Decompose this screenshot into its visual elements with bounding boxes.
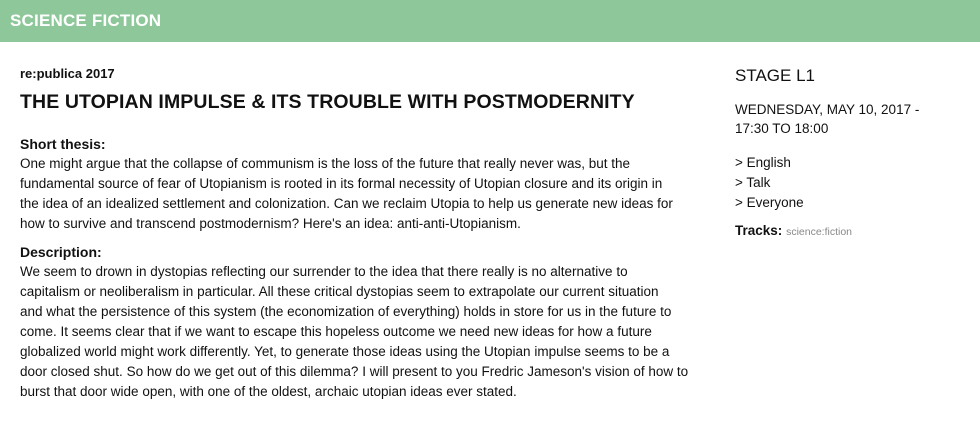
session-sidebar <box>735 66 965 238</box>
stage-name: STAGE L1 <box>735 66 815 85</box>
category-label: SCIENCE FICTION <box>10 11 162 30</box>
content-area <box>0 42 980 434</box>
category-header <box>0 0 980 42</box>
tag-language[interactable]: > English <box>735 155 791 170</box>
track-link[interactable]: science:fiction <box>786 226 853 238</box>
description-line: come. It seems clear that if we want to escape this hopeless outcome we need new ideas for how a future <box>20 324 652 339</box>
short-thesis-text <box>20 154 712 234</box>
tracks-row <box>735 223 965 238</box>
event-name: re:publica 2017 <box>20 66 115 81</box>
session-tags <box>735 153 965 213</box>
description-line: door closed shut. So how do we get out of this dilemma? I will present to you Fredric Jameson's vision of how to <box>20 364 689 379</box>
description-label: Description: <box>20 244 102 260</box>
short-thesis-line: One might argue that the collapse of communism is the loss of the future that really never was, but the <box>20 156 631 171</box>
description-line: We seem to drown in dystopias reflecting our surrender to the idea that there really is no alternative to <box>20 264 628 279</box>
session-title: THE UTOPIAN IMPULSE & ITS TROUBLE WITH POSTMODERNITY <box>20 91 635 113</box>
session-main <box>20 66 712 408</box>
datetime-line-time: 17:30 TO 18:00 <box>735 121 829 136</box>
short-thesis-line: the idea of an idealized settlement and colonization. Can we reclaim Utopia to help us generate new ideas for <box>20 196 673 211</box>
tag-audience[interactable]: > Everyone <box>735 195 804 210</box>
session-datetime <box>735 100 965 138</box>
description-text <box>20 262 712 402</box>
description-line: globalized world might work differently. Yet, to generate those ideas using the Utopian impulse seems to be a <box>20 344 670 359</box>
short-thesis-line: how to survive and transcend postmodernism? Here's an idea: anti-anti-Utopianism. <box>20 216 521 231</box>
short-thesis-label: Short thesis: <box>20 136 106 152</box>
description-line: capitalism or neoliberalism in particular. All these critical dystopias seem to extrapolate our current situation <box>20 284 659 299</box>
description-line: and what the persistence of this system (the economization of everything) holds in store for us in the future to <box>20 304 672 319</box>
short-thesis-line: fundamental source of fear of Utopianism is rooted in its formal necessity of Utopian closure and its origin in <box>20 176 663 191</box>
tracks-label: Tracks: <box>735 223 783 238</box>
description-line: burst that door wide open, with one of the oldest, archaic utopian ideas ever stated. <box>20 384 517 399</box>
datetime-line-date: WEDNESDAY, MAY 10, 2017 - <box>735 102 920 117</box>
tag-format[interactable]: > Talk <box>735 175 771 190</box>
